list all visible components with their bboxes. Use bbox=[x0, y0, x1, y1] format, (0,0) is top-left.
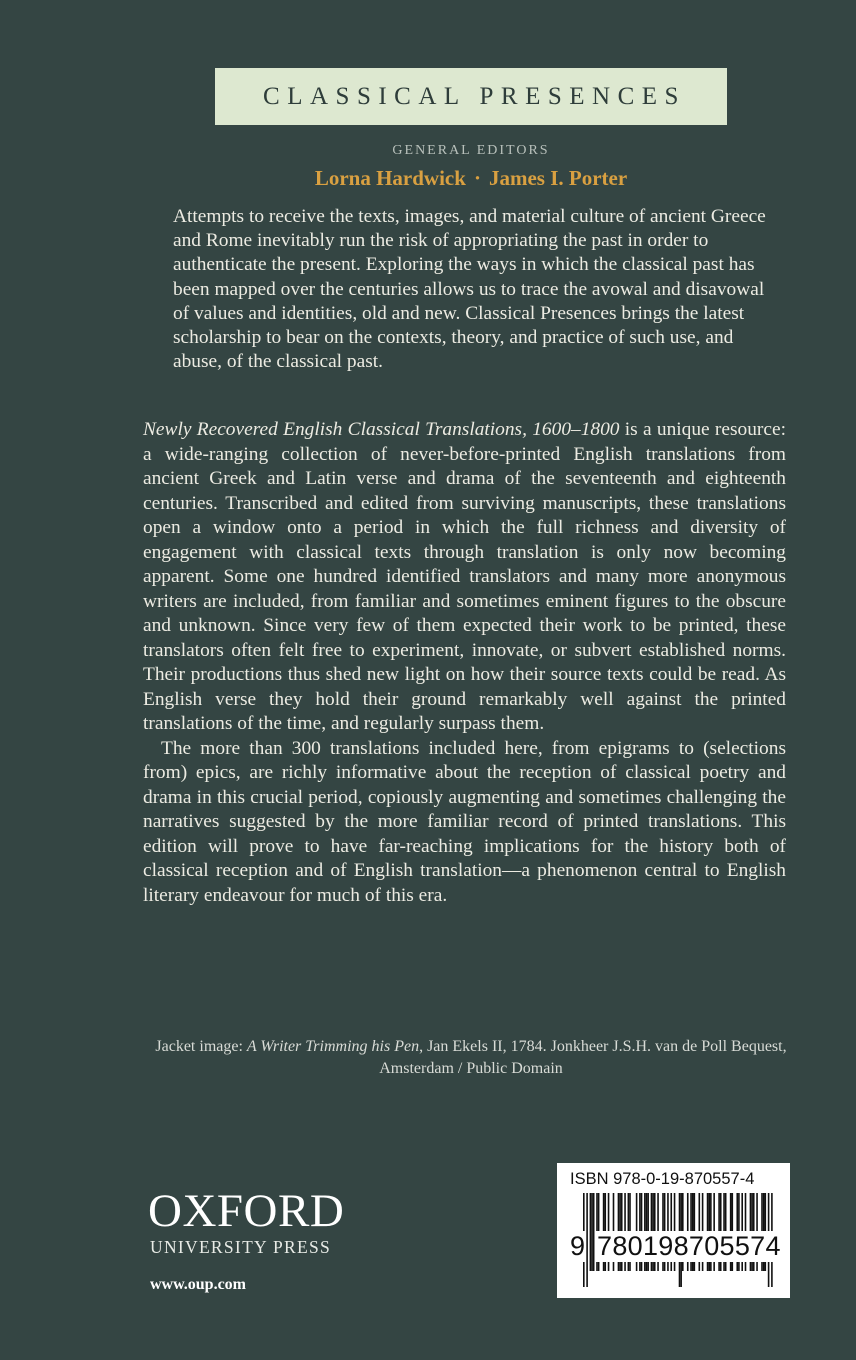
barcode-bar bbox=[591, 1193, 593, 1271]
isbn-label: ISBN 978-0-19-870557-4 bbox=[570, 1170, 755, 1188]
isbn-barcode-box bbox=[557, 1163, 790, 1298]
series-description: Attempts to receive the texts, images, and material culture of ancient Greece and Rome inevitably run the risk of appropriating the past in order to authenticate the present. Exploring the ways in which the classical past has been mapped over the centuries allows us to trace the avowal and disavowal of values and identities, old and new. Classical Presences brings the latest scholarship to bear on the contexts, theory, and practice of such use, and abuse, of the classical past. bbox=[173, 206, 766, 373]
jacket-artwork: A Writer Trimming his Pen bbox=[246, 1038, 420, 1055]
barcode-digits: 780198705574 bbox=[597, 1231, 781, 1261]
book-blurb bbox=[143, 418, 786, 908]
separator: · bbox=[473, 166, 481, 190]
blurb-text: is a unique resource: a wide-ranging collection of never-before-printed English translations from ancient Greek and Latin verse and drama of the seventeenth and eighteenth centuries. Transcribed and edited from surviving manuscripts, these translations open a window onto a period in which the full richness and diversity of engagement with classical texts through translation is only now becoming apparent. Some one hundred identified translators and many more anonymous writers are included, from familiar and sometimes eminent figures to the obscure and unknown. Since very few of them expected their work to be printed, these translators often felt free to experiment, innovate, or subvert established norms. Their productions thus shed new light on how their source texts could be read. As English verse they hold their ground remarkably well against the printed translations of the time, and regularly surpass them. bbox=[143, 419, 786, 734]
book-title: Newly Recovered English Classical Translations, 1600–1800 bbox=[143, 419, 620, 440]
series-title: CLASSICAL PRESENCES bbox=[263, 82, 686, 110]
series-banner bbox=[215, 68, 727, 125]
jacket-credit-text: , Jan Ekels II, 1784. Jonkheer J.S.H. van de Poll Bequest, Amsterdam / Public Domain bbox=[379, 1038, 787, 1077]
jacket-credit bbox=[143, 1036, 799, 1080]
editor-name: James I. Porter bbox=[488, 166, 628, 190]
jacket-label: Jacket image: bbox=[155, 1038, 247, 1055]
publisher-url: www.oup.com bbox=[150, 1276, 247, 1293]
blurb-paragraph bbox=[143, 418, 786, 737]
barcode-bar bbox=[586, 1193, 588, 1287]
publisher-logo: OXFORD bbox=[148, 1185, 345, 1237]
barcode-bar bbox=[590, 1193, 592, 1271]
barcode-first-digit: 9 bbox=[570, 1231, 586, 1261]
general-editors bbox=[0, 166, 856, 191]
blurb-paragraph: The more than 300 translations included here, from epigrams to (selections from) epics, are richly informative about the reception of classical poetry and drama in this crucial period, copiously augmenting and sometimes challenging the narratives suggested by the more familiar record of printed translations. This edition will prove to have far-reaching implications for the history both of classical reception and of English translation—a phenomenon central to English literary endeavour for much of this era. bbox=[143, 737, 786, 906]
editor-name: Lorna Hardwick bbox=[314, 166, 466, 190]
general-editors-label: GENERAL EDITORS bbox=[392, 143, 550, 158]
publisher-subname: UNIVERSITY PRESS bbox=[150, 1237, 332, 1257]
